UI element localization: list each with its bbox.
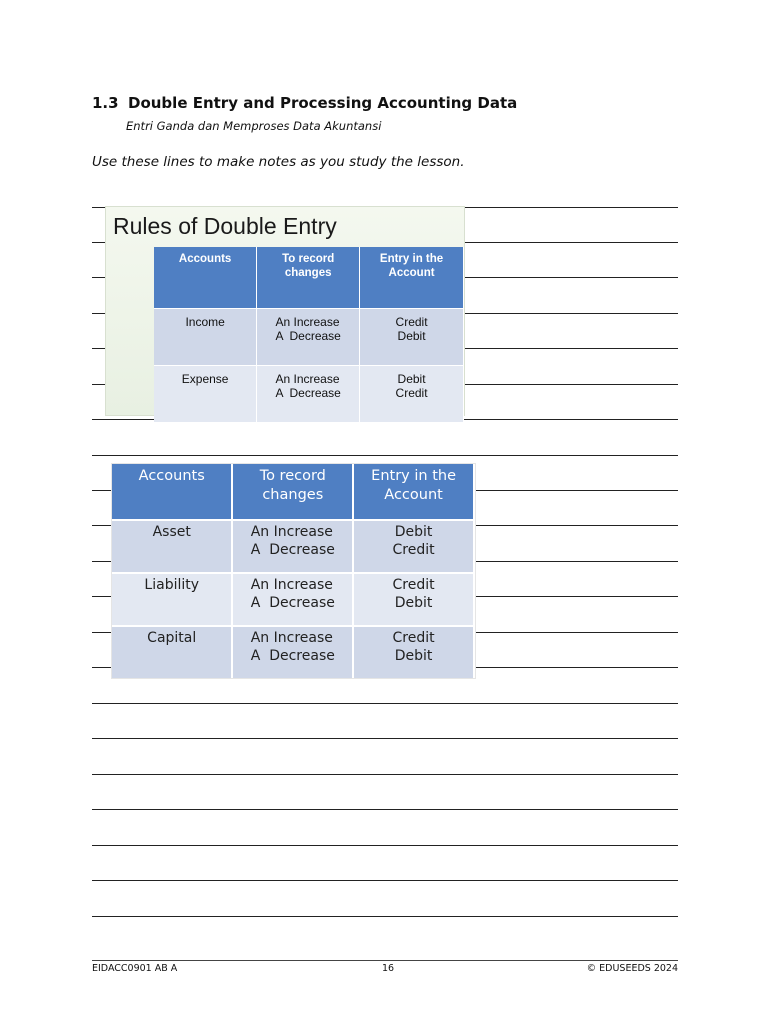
section-number: 1.3: [92, 94, 119, 112]
change-cell: An Increase A Decrease: [232, 626, 353, 678]
asset-liability-capital-table: [112, 464, 475, 678]
table-row: [112, 520, 474, 573]
account-name: Capital: [112, 626, 232, 678]
note-line[interactable]: [92, 455, 678, 456]
note-line[interactable]: [92, 880, 678, 881]
change-cell: An Increase A Decrease: [232, 520, 353, 573]
income-expense-table: [154, 247, 464, 422]
entry-cell: Debit Credit: [360, 366, 464, 423]
entry-cell: Credit Debit: [353, 626, 474, 678]
column-header-accounts: Accounts: [112, 464, 232, 520]
account-name: Income: [154, 309, 257, 366]
entry-cell: Debit Credit: [353, 520, 474, 573]
change-cell: An Increase A Decrease: [257, 309, 360, 366]
change-cell: An Increase A Decrease: [232, 573, 353, 626]
note-line[interactable]: [92, 809, 678, 810]
column-header-entry-in-account: Entry in the Account: [360, 247, 464, 309]
note-line[interactable]: [92, 774, 678, 775]
rules-table-title: Rules of Double Entry: [113, 213, 337, 239]
note-line[interactable]: [92, 703, 678, 704]
rules-of-double-entry-figure: [105, 206, 465, 416]
table-row: [154, 366, 464, 423]
column-header-accounts: Accounts: [154, 247, 257, 309]
page-number: 16: [382, 963, 395, 974]
column-header-entry-in-account: Entry in the Account: [353, 464, 474, 520]
section-title: Double Entry and Processing Accounting Data: [128, 94, 518, 112]
table-row: [112, 573, 474, 626]
column-header-to-record-changes: To record changes: [232, 464, 353, 520]
entry-cell: Credit Debit: [353, 573, 474, 626]
note-line[interactable]: [92, 845, 678, 846]
account-name: Expense: [154, 366, 257, 423]
footer-code: EIDACC0901 AB A: [92, 963, 178, 974]
column-header-to-record-changes: To record changes: [257, 247, 360, 309]
table-row: [154, 309, 464, 366]
footer-copyright: © EDUSEEDS 2024: [586, 963, 678, 974]
instruction-text: Use these lines to make notes as you study the lesson.: [92, 154, 465, 170]
entry-cell: Credit Debit: [360, 309, 464, 366]
account-name: Liability: [112, 573, 232, 626]
account-name: Asset: [112, 520, 232, 573]
change-cell: An Increase A Decrease: [257, 366, 360, 423]
note-line[interactable]: [92, 916, 678, 917]
note-line[interactable]: [92, 738, 678, 739]
section-subtitle: Entri Ganda dan Memproses Data Akuntansi: [126, 119, 382, 133]
footer-divider: [92, 960, 678, 961]
table-row: [112, 626, 474, 678]
section-heading: [92, 94, 517, 112]
